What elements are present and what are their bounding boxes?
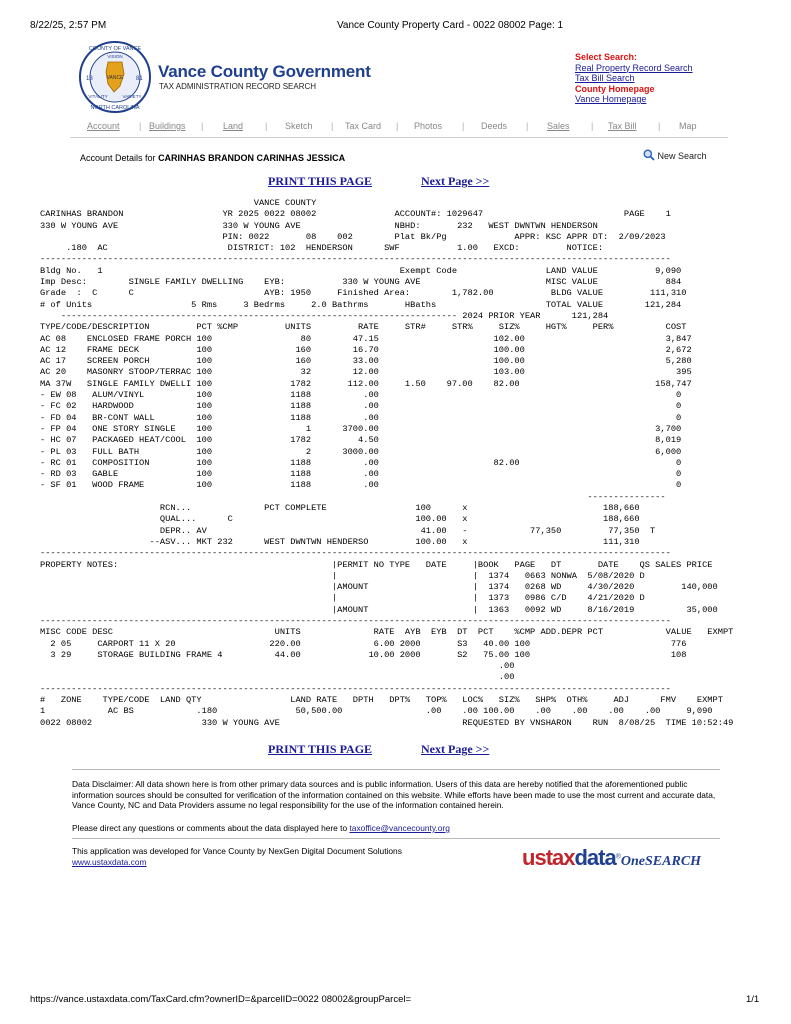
divider: [72, 838, 720, 839]
print-footer-url: https://vance.ustaxdata.com/TaxCard.cfm?ownerID=&parcelID=0022 08002&groupParcel=: [30, 994, 412, 1005]
card-line: 2 05 CARPORT 11 X 20 220.00 6.00 2000 S3 40.00 100 776: [40, 638, 687, 649]
seal-word-vision: VISION: [107, 54, 123, 59]
card-line: --ASV... MKT 232 WEST DWNTWN HENDERSO 100.00 x 111,310: [40, 536, 640, 547]
nav-separator: |: [396, 121, 399, 131]
next-page-link-top[interactable]: Next Page >>: [421, 174, 490, 188]
new-search-label[interactable]: New Search: [657, 151, 707, 161]
card-line: 0022 08002 330 W YOUNG AVE REQUESTED BY VNSHARON RUN 8/08/25 TIME 10:52:49: [40, 717, 734, 728]
brand-onesearch: OneSEARCH: [620, 854, 702, 869]
nav-separator: |: [201, 121, 204, 131]
card-line: -------------------------------------------------------------------------------------------------------------------------: [40, 683, 671, 694]
card-line: -------------------------------------------------------------------------------------------------------------------------: [40, 548, 671, 559]
seal-text-top: COUNTY OF VANCE: [88, 46, 142, 52]
card-line: |AMOUNT | 1363 0092 WD 8/16/2019 35,000: [40, 604, 718, 615]
print-page-link-top[interactable]: PRINT THIS PAGE: [268, 174, 373, 188]
developer-url-link[interactable]: www.ustaxdata.com: [72, 856, 147, 867]
card-line: AC 08 ENCLOSED FRAME PORCH 100 80 47.15 102.00 3,847: [40, 333, 692, 344]
developer-text: This application was developed for Vance County by NexGen Digital Document Solutions: [72, 846, 402, 856]
brand-us: us: [522, 845, 546, 870]
card-line: - RD 03 GABLE 100 1188 .00 0: [40, 469, 682, 480]
seal-text-bottom: NORTH CAROLINA: [90, 105, 140, 111]
nav-tax-card[interactable]: Tax Card: [345, 121, 382, 131]
card-line: PROPERTY NOTES: |PERMIT NO TYPE DATE |BOOK PAGE DT DATE QS SALES PRICE: [40, 559, 713, 570]
card-line: - FC 02 HARDWOOD 100 1188 .00 0: [40, 401, 682, 412]
nav-sales[interactable]: Sales: [547, 121, 570, 131]
card-line: Grade : C C AYB: 1950 Finished Area: 1,782.00 BLDG VALUE 111,310: [40, 288, 687, 299]
nav-separator: |: [591, 121, 594, 131]
card-line: - PL 03 FULL BATH 100 2 3000.00 6,000: [40, 446, 682, 457]
seal-year-left: 18: [86, 76, 93, 82]
card-line: - FP 04 ONE STORY SINGLE 100 1 3700.00 3,700: [40, 423, 682, 434]
card-line: -------------------------------------------------------------------------------------------------------------------------: [40, 615, 671, 626]
data-disclaimer: Data Disclaimer: All data shown here is from other primary data sources and is public information. Users of this data are hereby notified that the aforementioned public information sources should be consulted for verification of the information contained on this website. While efforts have been made to use the most current and accurate data, Vance County, NC and Data Providers assume no legal responsibility for the use of the information contained herein.: [72, 779, 716, 810]
account-details: [80, 153, 345, 163]
card-line: -------------------------------------------------------------------------------------------------------------------------: [40, 254, 671, 265]
select-search-label: Select Search:: [575, 52, 638, 62]
nav-account[interactable]: Account: [87, 121, 120, 131]
card-line: - FD 04 BR-CONT WALL 100 1188 .00 0: [40, 412, 682, 423]
nav-separator: |: [265, 121, 268, 131]
card-line: # of Units 5 Rms 3 Bedrms 2.0 Bathrms HBaths TOTAL VALUE 121,284: [40, 299, 682, 310]
nav-divider: [70, 137, 728, 138]
nav-tax-bill[interactable]: Tax Bill: [608, 121, 637, 131]
card-line: ---------------------------------------------------------------------------- 2024 PRIOR YEAR 121,284: [40, 310, 609, 321]
card-line: - HC 07 PACKAGED HEAT/COOL 100 1782 4.50 8,019: [40, 435, 682, 446]
card-line: 330 W YOUNG AVE 330 W YOUNG AVE NBHD: 232 WEST DWNTWN HENDERSON: [40, 220, 598, 231]
nav-separator: |: [462, 121, 465, 131]
county-logo[interactable]: [78, 40, 378, 120]
seal-center-text: VANCE: [106, 75, 124, 81]
property-card: [40, 198, 760, 729]
seal-word-variety: VARIETY: [122, 94, 142, 99]
site-title: Vance County Government: [158, 62, 371, 81]
card-line: AC 12 FRAME DECK 100 160 16.70 100.00 2,672: [40, 344, 692, 355]
card-line: # ZONE TYPE/CODE LAND QTY LAND RATE DPTH DPT% TOP% LOC% SIZ% SHP% OTH% ADJ FMV EXMPT: [40, 695, 723, 706]
print-datetime: 8/22/25, 2:57 PM: [30, 20, 107, 31]
nav-sketch[interactable]: Sketch: [285, 121, 313, 131]
record-nav: [70, 121, 730, 135]
account-details-prefix: Account Details for: [80, 153, 156, 163]
new-search-link[interactable]: [643, 149, 707, 161]
card-line: 3 29 STORAGE BUILDING FRAME 4 44.00 10.00 2000 S2 75.00 100 108: [40, 649, 687, 660]
print-page-title: Vance County Property Card - 0022 08002 Page: 1: [337, 20, 564, 31]
nav-separator: |: [658, 121, 661, 131]
quick-links: [575, 52, 693, 105]
nav-buildings[interactable]: Buildings: [149, 121, 186, 131]
card-line: .00: [40, 672, 515, 683]
card-line: MA 37W SINGLE FAMILY DWELLI 100 1782 112.00 1.50 97.00 82.00 158,747: [40, 378, 692, 389]
county-homepage-label: County Homepage: [575, 83, 655, 94]
print-page-link-bottom[interactable]: PRINT THIS PAGE: [268, 742, 373, 756]
nav-deeds[interactable]: Deeds: [481, 121, 508, 131]
county-seal-icon: [78, 40, 152, 114]
card-line: - EW 08 ALUM/VINYL 100 1188 .00 0: [40, 390, 682, 401]
nav-separator: |: [526, 121, 529, 131]
real-property-search-link[interactable]: Real Property Record Search: [575, 62, 693, 73]
card-line: 1 AC BS .180 50,500.00 .00 .00 100.00 .00 .00 .00 .00 9,090: [40, 706, 713, 717]
magnifier-icon: [643, 149, 655, 161]
card-line: - SF 01 WOOD FRAME 100 1188 .00 0: [40, 480, 682, 491]
brand-data: data: [574, 845, 616, 870]
nav-map[interactable]: Map: [679, 121, 697, 131]
card-line: | | 1374 0663 NONWA 5/08/2020 D: [40, 570, 645, 581]
site-subtitle: TAX ADMINISTRATION RECORD SEARCH: [159, 82, 317, 91]
contact-text: Please direct any questions or comments about the data displayed here to: [72, 823, 348, 833]
brand-tax: tax: [545, 845, 575, 870]
card-line: PIN: 0022 08 002 Plat Bk/Pg APPR: KSC APPR DT: 2/09/2023: [40, 231, 666, 242]
card-line: | | 1373 0986 C/D 4/21/2020 D: [40, 593, 645, 604]
next-page-link-bottom[interactable]: Next Page >>: [421, 742, 490, 756]
card-line: ---------------: [40, 491, 666, 502]
nav-separator: |: [139, 121, 142, 131]
card-line: AC 17 SCREEN PORCH 100 160 33.00 100.00 5,280: [40, 356, 692, 367]
tax-bill-search-link[interactable]: Tax Bill Search: [575, 73, 635, 83]
card-line: AC 20 MASONRY STOOP/TERRAC 100 32 12.00 103.00 395: [40, 367, 692, 378]
card-line: Imp Desc: SINGLE FAMILY DWELLING EYB: 330 W YOUNG AVE MISC VALUE 884: [40, 277, 682, 288]
card-line: MISC CODE DESC UNITS RATE AYB EYB DT PCT %CMP ADD.DEPR PCT VALUE EXMPT: [40, 627, 734, 638]
contact-note: [72, 823, 722, 834]
card-line: CARINHAS BRANDON YR 2025 0022 08002 ACCOUNT#: 1029647 PAGE 1: [40, 209, 671, 220]
vance-homepage-link[interactable]: Vance Homepage: [575, 94, 647, 104]
nav-land[interactable]: Land: [223, 121, 244, 131]
card-line: |AMOUNT | 1374 0268 WD 4/30/2020 140,000: [40, 582, 718, 593]
card-line: DEPR.. AV 41.00 - 77,350 77,350 T: [40, 525, 656, 536]
card-line: .180 AC DISTRICT: 102 HENDERSON SWF 1.00 EXCD: NOTICE:: [40, 243, 604, 254]
account-owners: CARINHAS BRANDON CARINHAS JESSICA: [158, 153, 346, 163]
nav-photos[interactable]: Photos: [414, 121, 443, 131]
developer-note: [72, 846, 472, 867]
card-line: Bldg No. 1 Exempt Code LAND VALUE 9,090: [40, 265, 682, 276]
seal-year-right: 81: [136, 76, 143, 82]
card-line: RCN... PCT COMPLETE 100 x 188,660: [40, 503, 640, 514]
brand-reg: ®: [615, 853, 621, 861]
contact-email-link[interactable]: taxoffice@vancecounty.org: [349, 823, 450, 833]
nav-separator: |: [331, 121, 334, 131]
seal-word-vitality: VITALITY: [88, 94, 108, 99]
divider: [72, 769, 720, 770]
ustaxdata-logo[interactable]: [522, 845, 701, 871]
card-line: - RC 01 COMPOSITION 100 1188 .00 82.00 0: [40, 457, 682, 468]
card-line: QUAL... C 100.00 x 188,660: [40, 514, 640, 525]
card-line: TYPE/CODE/DESCRIPTION PCT %CMP UNITS RATE STR# STR% SIZ% HGT% PER% COST: [40, 322, 687, 333]
print-footer-page: 1/1: [746, 994, 760, 1005]
card-line: .00: [40, 661, 515, 672]
card-line: VANCE COUNTY: [40, 198, 317, 208]
